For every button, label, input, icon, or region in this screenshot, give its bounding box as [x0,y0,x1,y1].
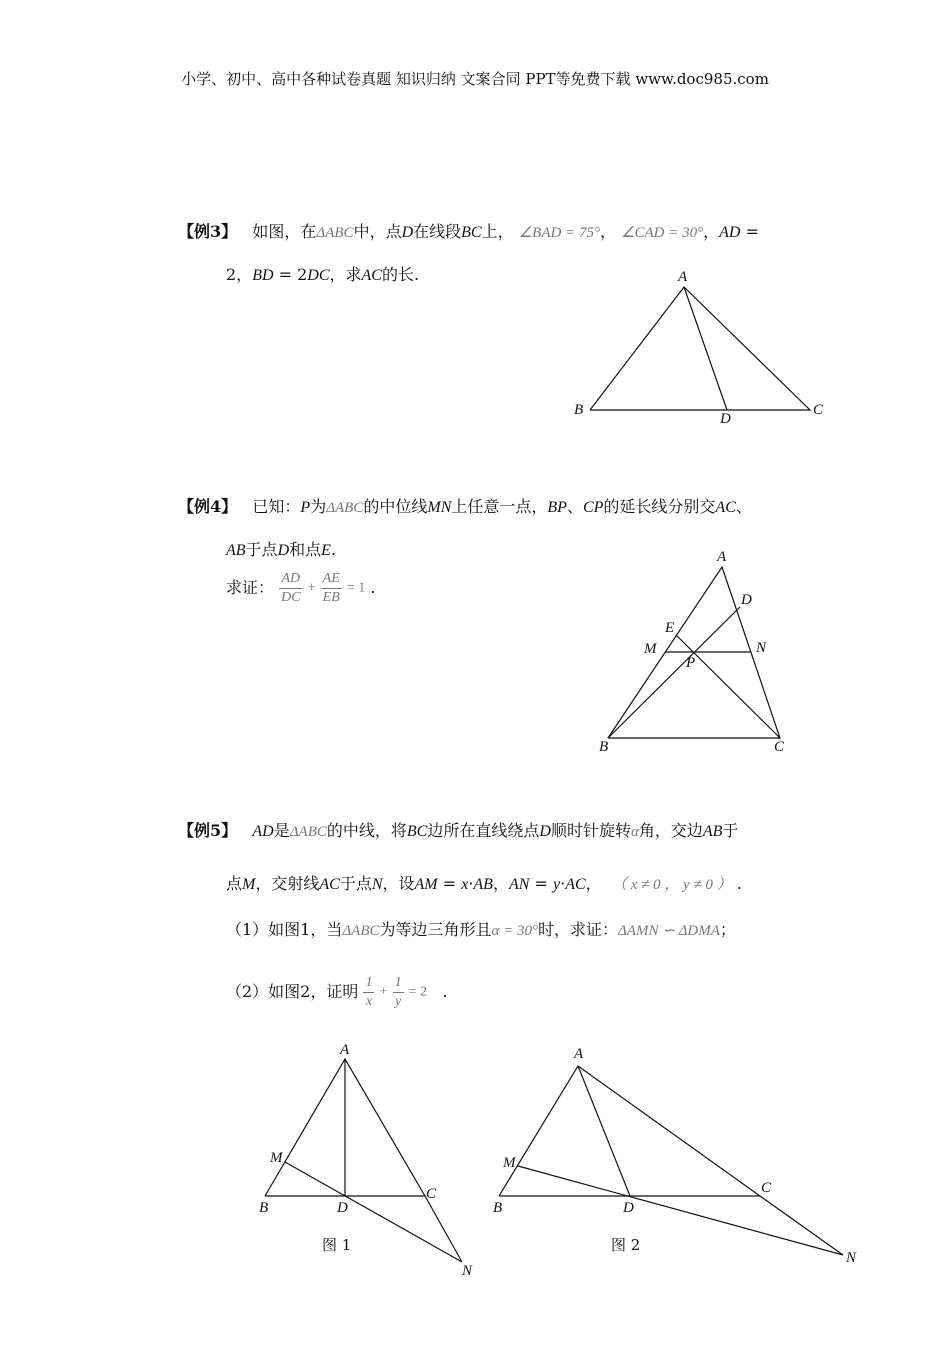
fig4-label-n: N [756,640,767,656]
fig5a-label-n: N [462,1263,473,1279]
fig3-segment-ad [684,287,727,410]
ex5-triangle: ΔABC [289,824,327,840]
ex5-part1: （1）如图1，当ΔABC为等边三角形且α = 30°时，求证：ΔAMN ∽ ΔDMA； [226,920,736,939]
ex4-line2: AB于点D和点E. [226,540,337,559]
fig4-label-m: M [644,641,657,657]
ex5-line2: 点M，交射线AC于点N，设AM = x·AB，AN = y·AC， （ x ≠ 0 ， y ≠ 0 ） . [226,874,742,893]
ex5-fraction-1-y: $\frac{1}{y}$ [394,975,402,1009]
fig4-label-d: D [741,592,752,608]
ex4-fraction-ae-eb: $\frac{AE}{EB}$ [322,571,340,605]
ex3-line2: 2，BD = 2DC，求AC的长. [226,265,420,284]
fig3-label-d: D [720,411,731,427]
fig4-label-c: C [774,739,785,755]
fig5b-label-b: B [493,1200,503,1216]
fig5a-label-m: M [270,1150,283,1166]
ex5-similarity: ΔAMN ∽ ΔDMA [618,923,720,939]
figure-ex5-fig1 [259,1042,473,1279]
fig5a-label-d: D [337,1200,348,1216]
ex3-angle-cad: ∠CAD = 30° [621,225,704,241]
fig5b-label-n: N [846,1250,857,1266]
ex3-tag: 【例3】 [178,222,238,241]
ex4-tag: 【例4】 [178,497,238,516]
ex3-line1: 【例3】 如图，在ΔABC中，点D在线段BC上， ∠BAD = 75°， ∠CAD = 30°，AD = [178,222,759,241]
figure-ex3 [574,269,824,427]
ex5-fraction-1-x: $\frac{1}{x}$ [365,975,373,1009]
fig3-triangle-abc [590,287,810,410]
fig5b-median-ad [578,1066,630,1196]
fig5a-label-b: B [259,1200,269,1216]
ex3-triangle: ΔABC [316,225,354,241]
figure-ex4 [599,549,785,755]
ex5-line1: 【例5】 AD是ΔABC的中线，将BC边所在直线绕点D顺时针旋转α角，交边AB于 [178,821,739,840]
ex4-fraction-ad-dc: $\frac{AD}{DC}$ [281,571,301,605]
fig5a-label-c: C [426,1186,437,1202]
fig5a-label-a: A [340,1042,350,1058]
fig5a-caption: 图 1 [322,1236,352,1254]
fig5b-line-mn [518,1166,843,1255]
fig5b-triangle-abc [499,1066,760,1196]
fig5b-label-c: C [761,1180,772,1196]
ex5-part2: （2）如图2，证明 $\frac{1}{x}$ + $\frac{1}{y}$ = 2 . [226,975,448,1009]
fig3-label-a: A [678,269,688,285]
ex4-line1: 【例4】 已知：P为ΔABC的中位线MN上任意一点，BP、CP的延长线分别交AC、 [178,497,752,516]
fig4-label-e: E [665,620,675,636]
fig5b-caption: 图 2 [611,1236,641,1254]
ex5-conditions: （ x ≠ 0 ， y ≠ 0 ） [611,877,732,893]
ex5-tag: 【例5】 [178,821,238,840]
fig3-label-c: C [813,402,824,418]
fig4-label-a: A [717,549,727,565]
fig3-label-b: B [574,402,584,418]
fig5a-line-mn [285,1162,462,1262]
fig5b-label-m: M [503,1155,516,1171]
fig4-label-b: B [599,739,609,755]
fig5b-label-d: D [623,1200,634,1216]
page-header: 小学、初中、高中各种试卷真题 知识归纳 文案合同 PPT等免费下载 www.doc985.com [181,70,769,88]
ex5-alpha: α [630,824,639,840]
ex4-triangle: ΔABC [326,500,364,516]
figure-ex5-fig2 [493,1046,857,1266]
fig4-label-p: P [686,655,696,671]
ex3-angle-bad: ∠BAD = 75° [518,225,600,241]
fig5b-label-a: A [574,1046,584,1062]
fig5b-ray-ac-extension [760,1196,843,1255]
ex4-prove-line: 求证： $\frac{AD}{DC}$ + $\frac{AE}{EB}$ = 1 . [226,571,376,605]
